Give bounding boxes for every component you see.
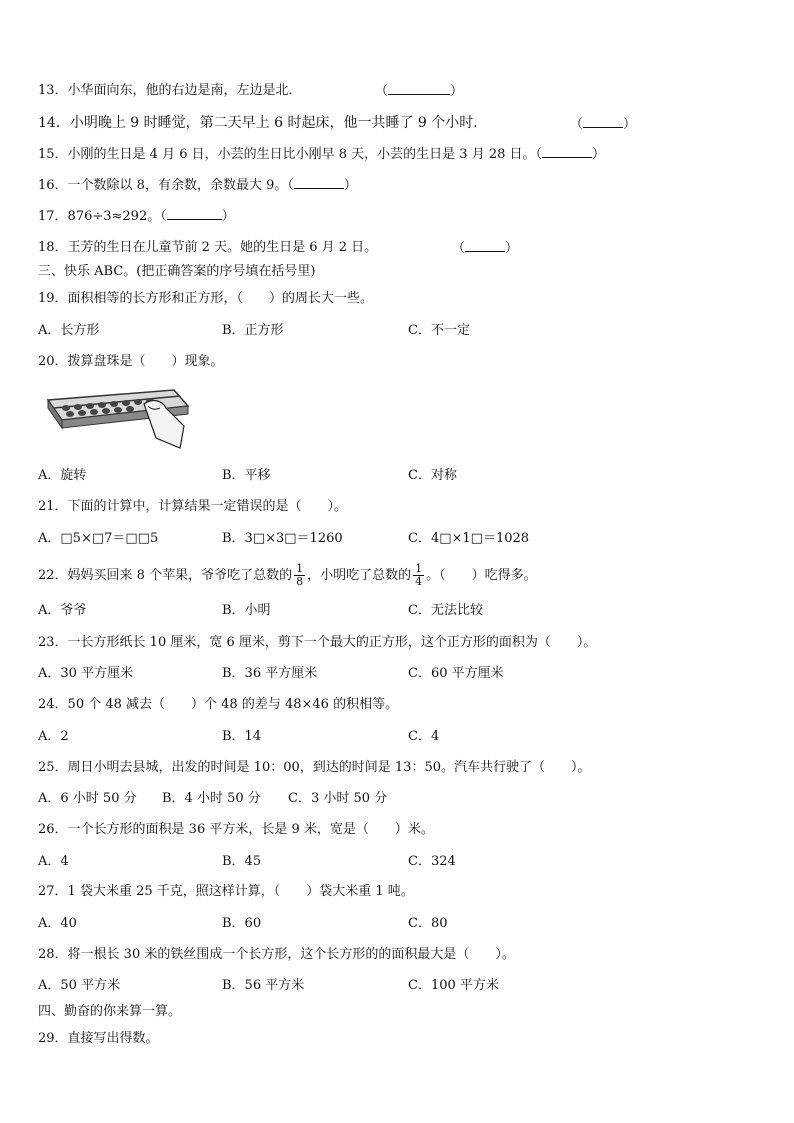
q19-option-a[interactable]: A．长方形: [38, 323, 100, 338]
q25-option-c[interactable]: C．3 小时 50 分: [288, 791, 388, 806]
question-24: 24．50 个 48 减去（ ）个 48 的差与 48×46 的积相等。: [38, 697, 399, 712]
question-22: 22．妈妈买回来 8 个苹果，爷爷吃了总数的 $\frac{1}{8}$ ，小明吃了总数的 $\frac{1}{4}$ 。（ ）吃得多。: [38, 562, 537, 588]
q24-option-c[interactable]: C．4: [408, 729, 440, 744]
q26-option-a[interactable]: A．4: [38, 854, 69, 869]
question-28: 28．将一根长 30 米的铁丝围成一个长方形，这个长方形的的面积最大是（ ）。: [38, 947, 515, 962]
question-25: 25．周日小明去县城，出发的时间是 10：00，到达的时间是 13：50。汽车共行驶了（ ）。: [38, 760, 591, 775]
question-14: 14．小明晚上 9 时睡觉，第二天早上 6 时起床，他一共睡了 9 个小时．: [38, 115, 488, 131]
answer-blank-16[interactable]: [294, 176, 344, 189]
q25-option-a[interactable]: A．6 小时 50 分: [38, 791, 137, 806]
abacus-illustration: [44, 386, 192, 452]
section-3-heading: 三、快乐 ABC。(把正确答案的序号填在括号里): [38, 264, 316, 279]
q23-option-c[interactable]: C．60 平方厘米: [408, 666, 504, 681]
question-13: 13．小华面向东，他的右边是南，左边是北．: [38, 83, 302, 98]
q22-option-b[interactable]: B．小明: [222, 603, 271, 618]
q19-option-c[interactable]: C．不一定: [408, 323, 470, 338]
question-19: 19．面积相等的长方形和正方形，（ ）的周长大一些。: [38, 291, 374, 306]
q24-option-b[interactable]: B．14: [222, 729, 262, 744]
q23-option-a[interactable]: A．30 平方厘米: [38, 666, 134, 681]
question-29: 29．直接写出得数。: [38, 1031, 159, 1046]
q28-option-b[interactable]: B．56 平方米: [222, 978, 305, 993]
q27-option-c[interactable]: C．80: [408, 916, 448, 931]
question-26: 26．一个长方形的面积是 36 平方米，长是 9 米，宽是（ ）米。: [38, 822, 434, 837]
question-16: 16．一个数除以 8，有余数，余数最大 9。（ ）: [38, 178, 357, 193]
q23-option-b[interactable]: B．36 平方厘米: [222, 666, 318, 681]
question-21: 21．下面的计算中，计算结果一定错误的是（ ）。: [38, 499, 348, 514]
section-4-heading: 四、勤奋的你来算一算。: [38, 1004, 182, 1019]
answer-blank-18[interactable]: （ ）: [452, 241, 519, 256]
q24-option-a[interactable]: A．2: [38, 729, 69, 744]
q21-option-c[interactable]: C．4□×1□＝1028: [408, 531, 530, 546]
question-15: 15．小刚的生日是 4 月 6 日，小芸的生日比小刚早 8 天，小芸的生日是 3 月 28 日。（ ）: [38, 147, 606, 162]
q21-option-a[interactable]: A．□5×□7＝□□5: [38, 531, 159, 546]
answer-blank-14[interactable]: （ ）: [570, 117, 637, 132]
q28-option-a[interactable]: A．50 平方米: [38, 978, 121, 993]
q20-option-b[interactable]: B．平移: [222, 468, 271, 483]
question-17: 17．876÷3≈292。（ ）: [38, 209, 235, 224]
question-20: 20．拨算盘珠是（ ）现象。: [38, 354, 224, 369]
q28-option-c[interactable]: C．100 平方米: [408, 978, 499, 993]
q20-option-a[interactable]: A．旋转: [38, 468, 87, 483]
q22-option-c[interactable]: C．无法比较: [408, 603, 483, 618]
question-18: 18．王芳的生日在儿童节前 2 天。她的生日是 6 月 2 日。: [38, 240, 378, 255]
question-23: 23．一长方形纸长 10 厘米，宽 6 厘米，剪下一个最大的正方形，这个正方形的面积为（ ）。: [38, 635, 597, 650]
q25-option-b[interactable]: B．4 小时 50 分: [162, 791, 261, 806]
fraction-one-quarter: $\frac{1}{4}$: [415, 562, 423, 588]
answer-blank-13[interactable]: （ ）: [375, 84, 464, 99]
q21-option-b[interactable]: B．3□×3□＝1260: [222, 531, 343, 546]
q19-option-b[interactable]: B．正方形: [222, 323, 284, 338]
q22-option-a[interactable]: A．爷爷: [38, 603, 87, 618]
fraction-one-eighth: $\frac{1}{8}$: [296, 562, 304, 588]
q26-option-c[interactable]: C．324: [408, 854, 456, 869]
question-27: 27．1 袋大米重 25 千克，照这样计算，（ ）袋大米重 1 吨。: [38, 884, 414, 899]
q20-option-c[interactable]: C．对称: [408, 468, 457, 483]
answer-blank-17[interactable]: [167, 207, 222, 220]
q27-option-b[interactable]: B．60: [222, 916, 262, 931]
q27-option-a[interactable]: A．40: [38, 916, 77, 931]
q26-option-b[interactable]: B．45: [222, 854, 262, 869]
answer-blank-15[interactable]: [542, 145, 592, 158]
